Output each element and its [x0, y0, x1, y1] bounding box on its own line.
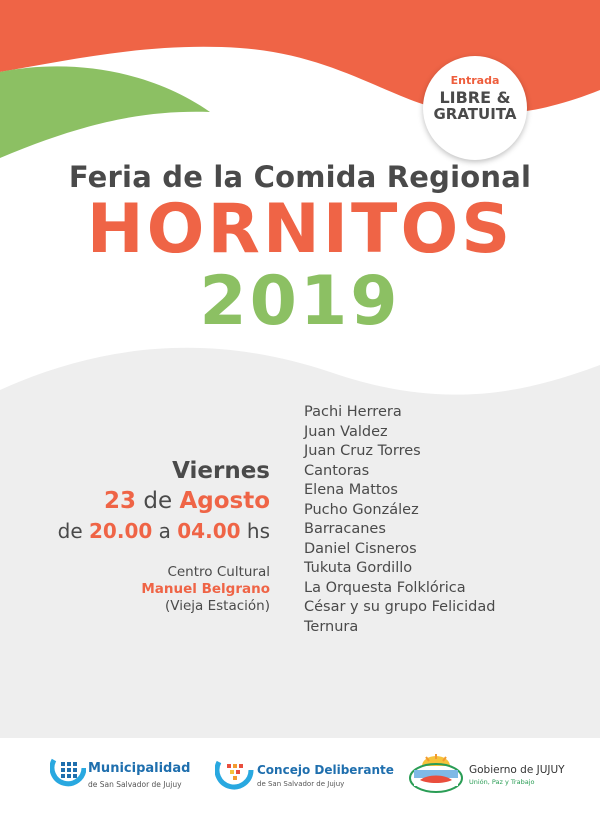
time-unit: hs — [246, 519, 270, 543]
concejo-sub: de San Salvador de Jujuy — [257, 780, 345, 788]
badge-entrada: Entrada — [450, 74, 500, 87]
time-start: 20.00 — [89, 519, 153, 543]
time-connector-de: de — [57, 519, 83, 543]
lineup-item: Pachi Herrera — [304, 404, 402, 420]
concejo-name: Concejo Deliberante — [257, 763, 394, 777]
badge-libre: LIBRE & — [439, 88, 511, 107]
lineup-item: Ternura — [304, 618, 359, 635]
date-number: 23 — [104, 488, 137, 514]
venue-line1: Centro Cultural — [167, 564, 270, 580]
concejo-logo-icon — [215, 752, 255, 794]
gobierno-name: Gobierno de JUJUY — [469, 764, 565, 776]
free-entrance-badge — [423, 56, 527, 160]
sponsor-gobierno-jujuy — [406, 752, 566, 796]
lineup-item: La Orquesta Folklórica — [304, 579, 466, 596]
event-subtitle: Feria de la Comida Regional — [68, 160, 532, 194]
event-time — [0, 516, 270, 546]
municipalidad-sub: de San Salvador de Jujuy — [88, 780, 182, 789]
lineup-item: Juan Valdez — [304, 423, 388, 440]
time-connector-a: a — [158, 519, 171, 543]
sponsor-concejo — [215, 752, 395, 796]
lineup-item: Juan Cruz Torres — [304, 443, 421, 459]
venue-note: (Vieja Estación) — [165, 598, 270, 614]
sponsor-municipalidad — [50, 752, 210, 796]
date-month: Agosto — [179, 488, 270, 514]
lineup-item: Cantoras — [304, 462, 370, 479]
venue-name: Manuel Belgrano — [141, 581, 270, 597]
lineup-item: Pucho González — [304, 501, 419, 518]
municipalidad-name: Municipalidad — [88, 761, 191, 776]
event-day: Viernes — [172, 458, 270, 484]
lineup-item: Tukuta Gordillo — [304, 560, 413, 576]
gobierno-sub: Unión, Paz y Trabajo — [469, 778, 535, 786]
event-title: HORNITOS — [86, 190, 514, 269]
lineup-item: César y su grupo Felicidad — [304, 599, 496, 615]
time-end: 04.00 — [177, 519, 241, 543]
gobierno-jujuy-emblem-icon — [406, 752, 466, 796]
date-venue-block — [0, 456, 270, 615]
lineup-item: Elena Mattos — [304, 482, 398, 498]
artist-lineup — [304, 403, 495, 637]
event-year: 2019 — [199, 262, 401, 341]
lineup-item: Barracanes — [304, 521, 386, 537]
badge-gratuita: GRATUITA — [433, 105, 517, 123]
event-date — [0, 486, 270, 516]
venue — [0, 564, 270, 615]
municipalidad-logo-icon — [50, 752, 86, 792]
lineup-item: Daniel Cisneros — [304, 540, 417, 557]
date-connector: de — [143, 488, 173, 514]
